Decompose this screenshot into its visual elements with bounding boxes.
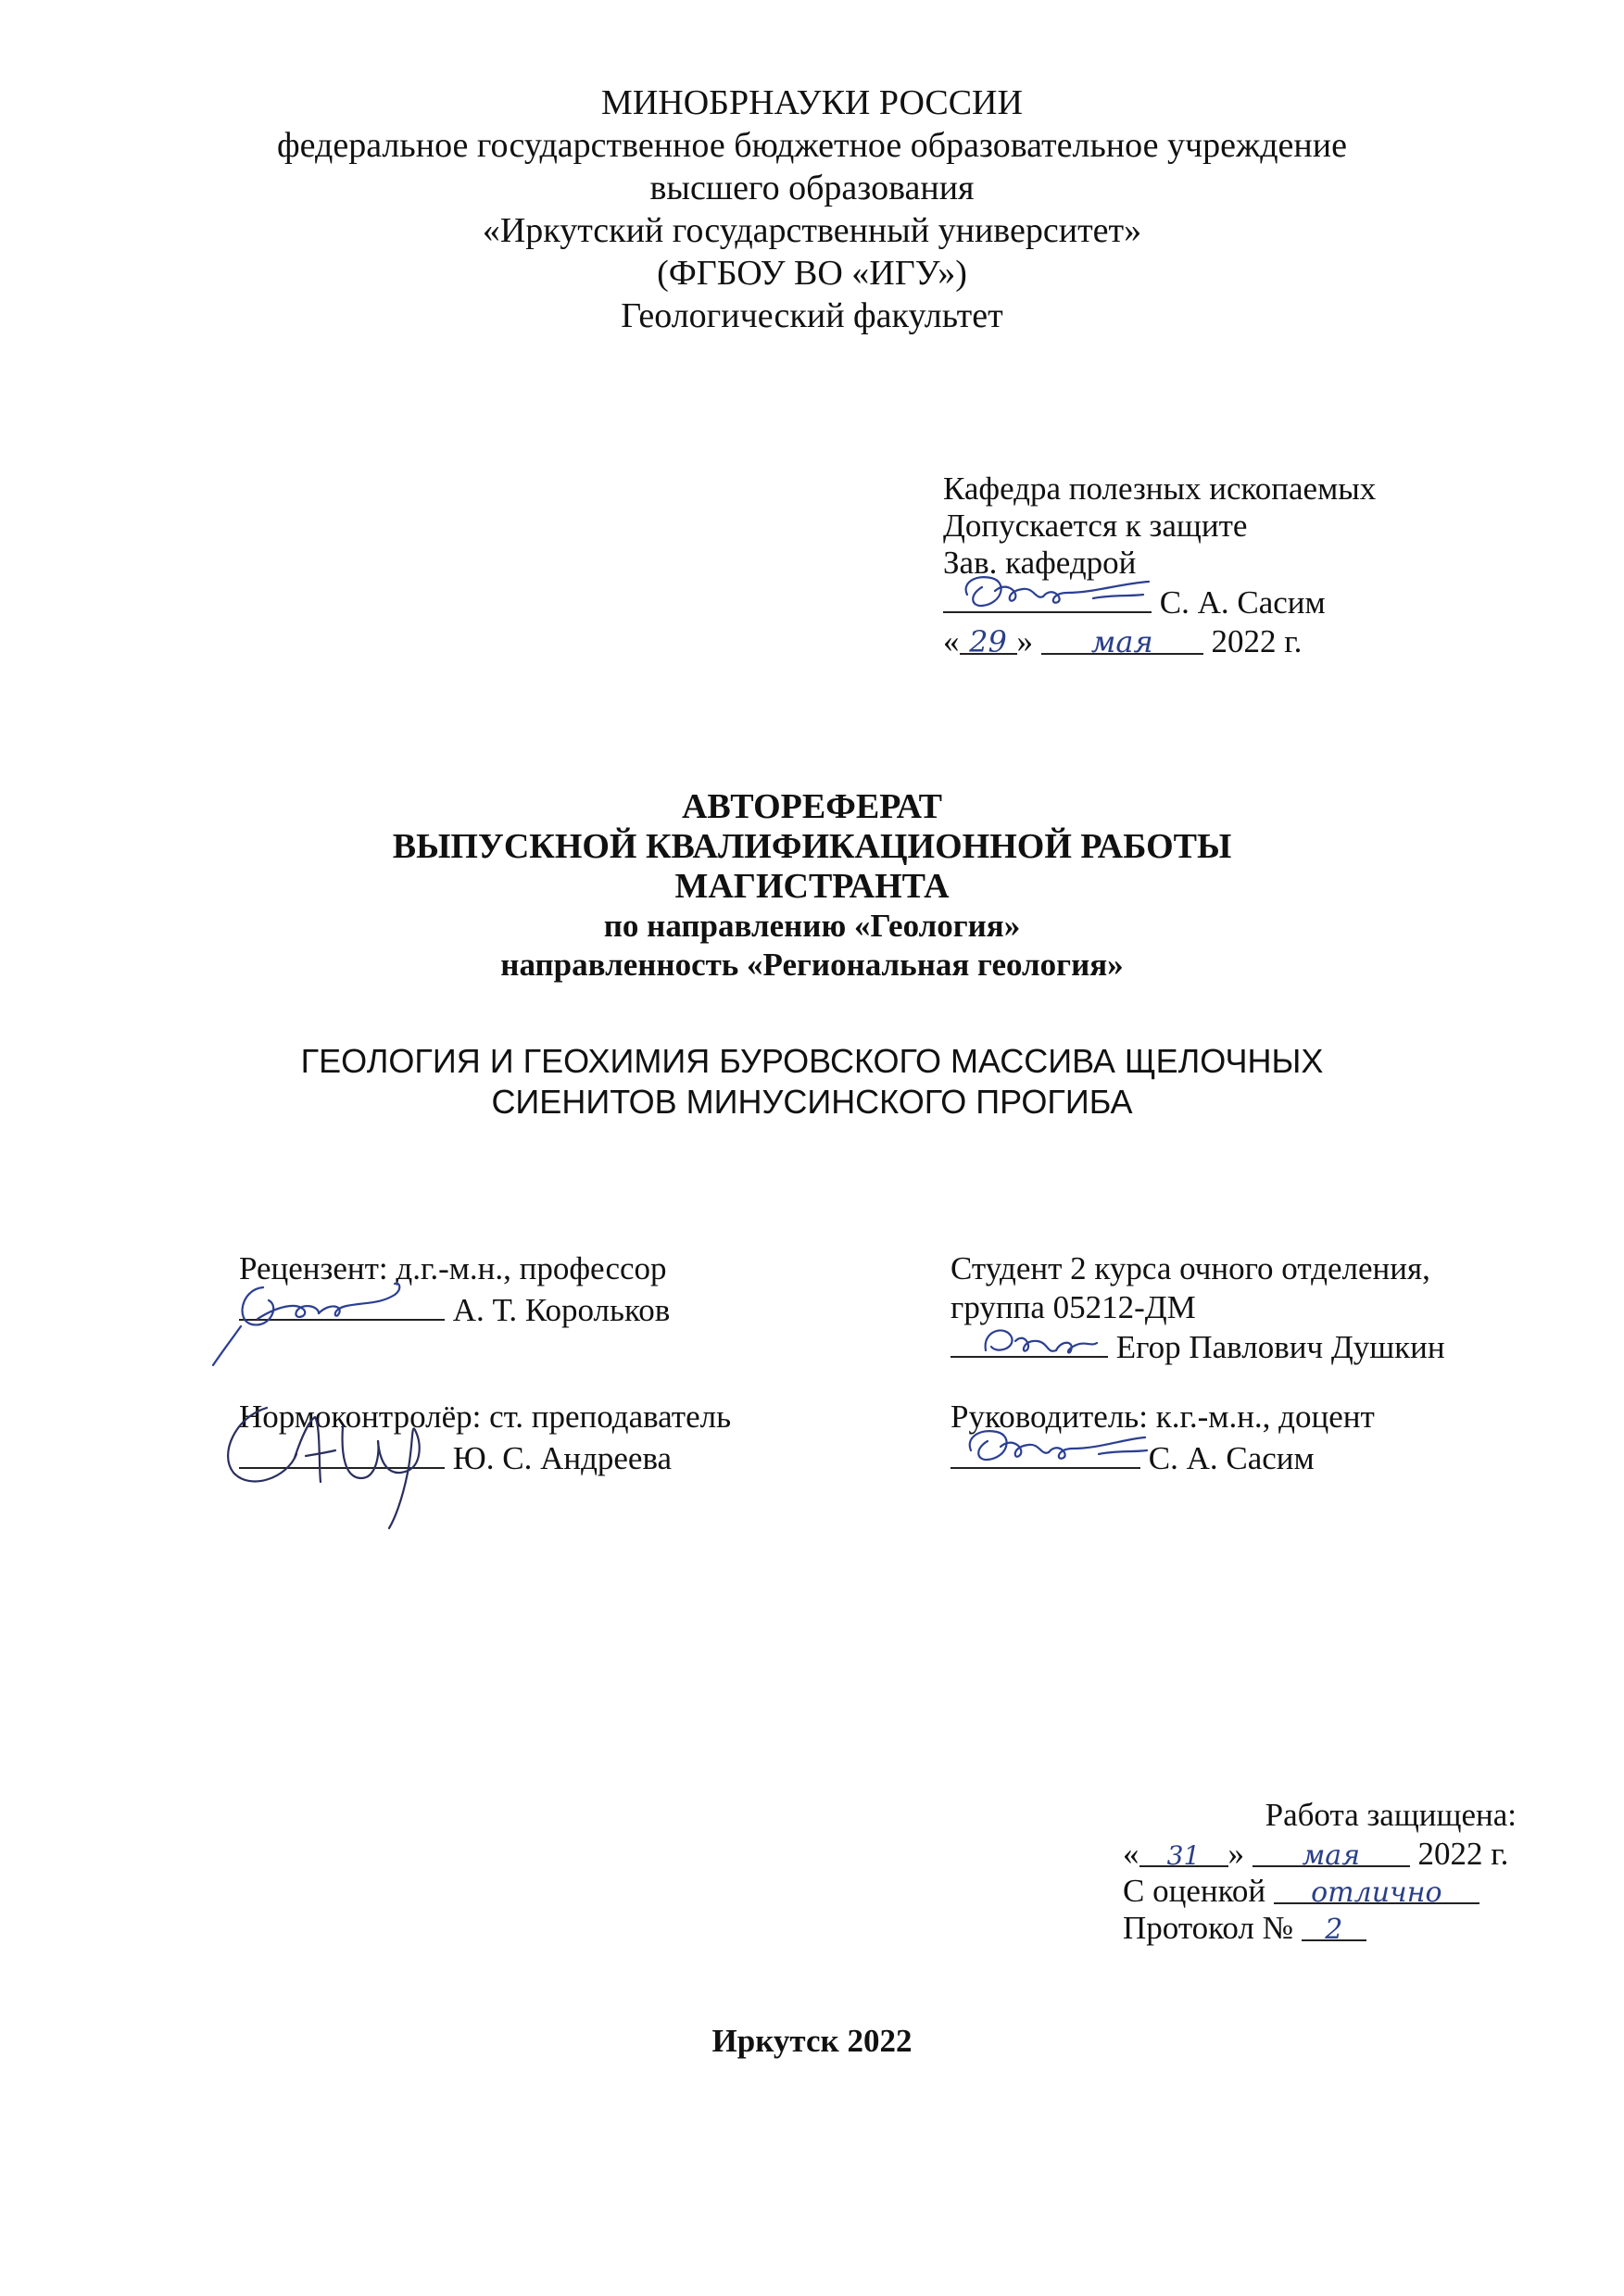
education-level: высшего образования: [649, 169, 975, 207]
approval-year: 2022 г.: [1211, 623, 1303, 659]
topic-line-1: ГЕОЛОГИЯ И ГЕОХИМИЯ БУРОВСКОГО МАССИВА ЩЕЛОЧНЫХ: [300, 1042, 1324, 1080]
ministry-name: МИНОБРНАУКИ РОССИИ: [601, 83, 1023, 122]
grade-value: отлично: [1311, 1876, 1442, 1909]
defense-month: мая: [1302, 1839, 1361, 1872]
head-name: С. А. Сасим: [1159, 584, 1326, 621]
supervisor-signature: [960, 1421, 1164, 1476]
normcontrol-signature: [213, 1389, 454, 1537]
title-line-3: МАГИСТРАНТА: [674, 867, 950, 906]
faculty-name: Геологический факультет: [621, 296, 1003, 335]
protocol-label: Протокол №: [1123, 1910, 1294, 1946]
approval-block: [943, 470, 1376, 582]
defense-year: 2022 г.: [1417, 1836, 1509, 1872]
defense-day: 31: [1166, 1840, 1201, 1871]
title-line-1: АВТОРЕФЕРАТ: [681, 787, 943, 826]
head-label: Зав. кафедрой: [943, 545, 1137, 581]
approval-month-field: [1041, 623, 1203, 659]
protocol-row: [1123, 1910, 1366, 1947]
defense-day-field: [1139, 1836, 1228, 1871]
topic-line-2: СИЕНИТОВ МИНУСИНСКОГО ПРОГИБА: [491, 1083, 1133, 1121]
university-name: «Иркутский государственный университет»: [482, 211, 1142, 250]
city-year: Иркутск 2022: [711, 2023, 913, 2059]
department-name: Кафедра полезных ископаемых: [943, 470, 1377, 507]
student-signature: [973, 1313, 1112, 1369]
defense-date-open-quote: «: [1123, 1836, 1139, 1872]
date-close-quote: »: [1016, 623, 1033, 659]
protocol-value: 2: [1325, 1913, 1343, 1946]
reviewer-signature: [204, 1269, 445, 1371]
normcontrol-name: Ю. С. Андреева: [452, 1440, 673, 1476]
defense-label: Работа защищена:: [1265, 1797, 1517, 1833]
grade-label: С оценкой: [1123, 1873, 1266, 1909]
defense-date-close-quote: »: [1227, 1836, 1244, 1872]
protocol-field: [1302, 1910, 1366, 1946]
reviewer-label: Рецензент: д.г.-м.н., профессор: [239, 1250, 667, 1286]
specialization-line: направленность «Региональная геология»: [500, 947, 1124, 983]
document-title: [0, 787, 1624, 985]
approval-month: мая: [1090, 624, 1153, 659]
approval-date-row: [943, 623, 1302, 660]
student-name: Егор Павлович Душкин: [1115, 1329, 1445, 1365]
head-signature: [954, 567, 1158, 622]
normcontrol-label: Нормоконтролёр: ст. преподаватель: [239, 1399, 732, 1435]
institution-header: [0, 82, 1624, 337]
supervisor-label: Руководитель: к.г.-м.н., доцент: [950, 1399, 1375, 1435]
thesis-topic: [0, 1041, 1624, 1123]
defense-date-row: [1123, 1836, 1508, 1873]
institution-type: федеральное государственное бюджетное образовательное учреждение: [277, 126, 1347, 165]
approval-day-field: [960, 623, 1017, 659]
approval-day: 29: [969, 624, 1007, 659]
supervisor-name: С. А. Сасим: [1148, 1440, 1315, 1476]
student-label-1: Студент 2 курса очного отделения,: [950, 1250, 1430, 1286]
grade-field: [1274, 1873, 1479, 1909]
admission-text: Допускается к защите: [943, 508, 1248, 544]
title-line-2: ВЫПУСКНОЙ КВАЛИФИКАЦИОННОЙ РАБОТЫ: [392, 827, 1232, 866]
grade-row: [1123, 1873, 1479, 1910]
reviewer-name: А. Т. Корольков: [452, 1292, 671, 1328]
defense-month-field: [1253, 1836, 1410, 1872]
university-abbr: (ФГБОУ ВО «ИГУ»): [657, 254, 967, 293]
direction-line: по направлению «Геология»: [603, 908, 1021, 944]
student-label-2: группа 05212-ДМ: [950, 1289, 1196, 1325]
date-open-quote: «: [943, 623, 960, 659]
